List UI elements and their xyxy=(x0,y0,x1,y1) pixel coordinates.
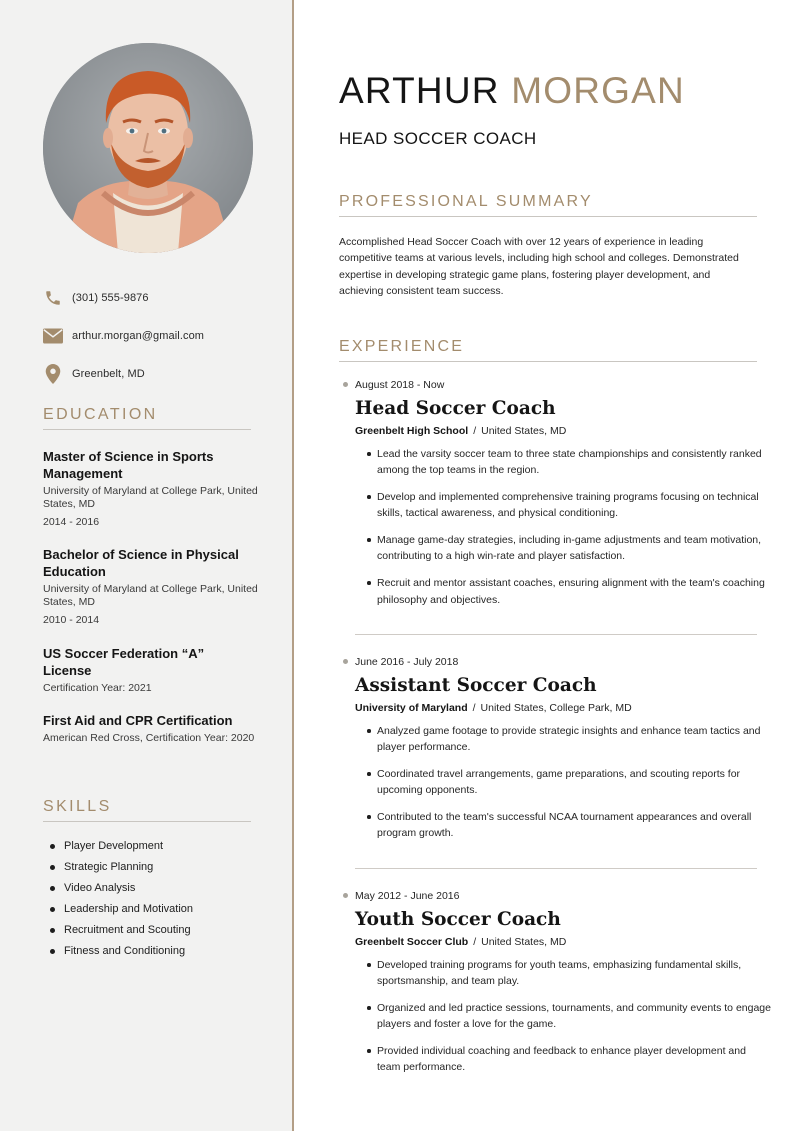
skill-item: Recruitment and Scouting xyxy=(50,924,193,945)
bullet-item: Coordinated travel arrangements, game preparations, and scouting reports for upcoming opponents. xyxy=(377,766,772,799)
bullet-item: Contributed to the team's successful NCAA tournament appearances and overall program growth. xyxy=(377,809,772,842)
job-dates: June 2016 - July 2018 xyxy=(343,655,773,669)
education-years: 2014 - 2016 xyxy=(43,516,100,528)
job-organization xyxy=(355,935,773,949)
company-location: United States, MD xyxy=(481,425,567,437)
job-role: Head Soccer Coach xyxy=(355,398,556,419)
skill-item: Leadership and Motivation xyxy=(50,903,193,924)
bullet-item: Develop and implemented comprehensive training programs focusing on technical skills, tactical awareness, and physical conditioning. xyxy=(377,489,772,522)
divider xyxy=(355,634,757,635)
degree-title: Bachelor of Science in Physical Education xyxy=(43,547,239,579)
skills-heading: SKILLS xyxy=(43,798,251,822)
first-name: ARTHUR xyxy=(339,70,500,111)
bullet-item: Provided individual coaching and feedback to enhance player development and team performance. xyxy=(377,1043,772,1076)
job-role: Youth Soccer Coach xyxy=(355,909,561,930)
email-text: arthur.morgan@gmail.com xyxy=(72,330,205,342)
last-name: MORGAN xyxy=(511,70,685,111)
main-content xyxy=(296,0,800,1131)
bullet-item: Manage game-day strategies, including in-game adjustments and team motivation, contributing to a high win-rate and player satisfaction. xyxy=(377,532,772,565)
bullet-item: Organized and led practice sessions, tournaments, and community events to engage players and foster a love for the game. xyxy=(377,1000,772,1033)
separator: / xyxy=(473,936,477,948)
company-location: United States, MD xyxy=(481,936,567,948)
full-name xyxy=(339,70,685,112)
job-dates: August 2018 - Now xyxy=(343,378,773,392)
bullet-item: Developed training programs for youth teams, emphasizing fundamental skills, sportsmanship, and team play. xyxy=(377,957,772,990)
skill-item: Video Analysis xyxy=(50,882,193,903)
certification-title: First Aid and CPR Certification xyxy=(43,713,233,728)
envelope-icon xyxy=(43,326,63,346)
experience-item xyxy=(343,889,773,1086)
education-item xyxy=(43,448,258,529)
skill-item: Player Development xyxy=(50,840,193,861)
job-title: HEAD SOCCER COACH xyxy=(339,129,537,148)
bullet-item: Lead the varsity soccer team to three state championships and consistently ranked among the top teams in the region. xyxy=(377,446,772,479)
separator: / xyxy=(472,702,476,714)
summary-heading: PROFESSIONAL SUMMARY xyxy=(339,193,757,217)
company-name: University of Maryland xyxy=(355,702,468,714)
job-organization xyxy=(355,424,773,438)
contact-location xyxy=(43,363,145,385)
certification-details: Certification Year: 2021 xyxy=(43,682,152,694)
job-bullets xyxy=(377,446,772,608)
skills-list xyxy=(50,840,193,966)
school-name: University of Maryland at College Park, United States, MD xyxy=(43,485,258,510)
certification-title: US Soccer Federation “A” License xyxy=(43,646,205,678)
degree-title: Master of Science in Sports Management xyxy=(43,449,214,481)
map-pin-icon xyxy=(43,364,63,384)
skill-item: Strategic Planning xyxy=(50,861,193,882)
bullet-item: Recruit and mentor assistant coaches, ensuring alignment with the team's coaching philosophy and objectives. xyxy=(377,575,772,608)
experience-item xyxy=(343,378,773,618)
skill-item: Fitness and Conditioning xyxy=(50,945,193,966)
job-dates: May 2012 - June 2016 xyxy=(343,889,773,903)
experience-heading: EXPERIENCE xyxy=(339,338,757,362)
sidebar xyxy=(0,0,294,1131)
location-text: Greenbelt, MD xyxy=(72,368,145,380)
phone-text: (301) 555-9876 xyxy=(72,292,149,304)
company-name: Greenbelt Soccer Club xyxy=(355,936,469,948)
education-item xyxy=(43,546,258,627)
education-heading: EDUCATION xyxy=(43,406,251,430)
company-location: United States, College Park, MD xyxy=(480,702,632,714)
phone-icon xyxy=(43,288,63,308)
certification-item xyxy=(43,645,243,695)
portrait-illustration xyxy=(43,43,253,253)
job-bullets xyxy=(377,957,772,1076)
education-years: 2010 - 2014 xyxy=(43,614,100,626)
profile-photo xyxy=(43,43,253,253)
contact-phone xyxy=(43,287,149,309)
experience-item xyxy=(343,655,773,852)
school-name: University of Maryland at College Park, United States, MD xyxy=(43,583,258,608)
certification-details: American Red Cross, Certification Year: 2020 xyxy=(43,732,255,744)
job-role: Assistant Soccer Coach xyxy=(355,675,597,696)
summary-text: Accomplished Head Soccer Coach with over 12 years of experience in leading competitive teams at various levels, including high school and colleges. Demonstrated expertise in developing strategic game plans, fostering player development, and achieving consistent team success. xyxy=(339,236,739,297)
job-organization xyxy=(355,701,773,715)
company-name: Greenbelt High School xyxy=(355,425,469,437)
contact-email xyxy=(43,325,204,347)
certification-item xyxy=(43,712,258,745)
divider xyxy=(355,868,757,869)
separator: / xyxy=(473,425,477,437)
job-bullets xyxy=(377,723,772,842)
bullet-item: Analyzed game footage to provide strategic insights and enhance team tactics and player performance. xyxy=(377,723,772,756)
